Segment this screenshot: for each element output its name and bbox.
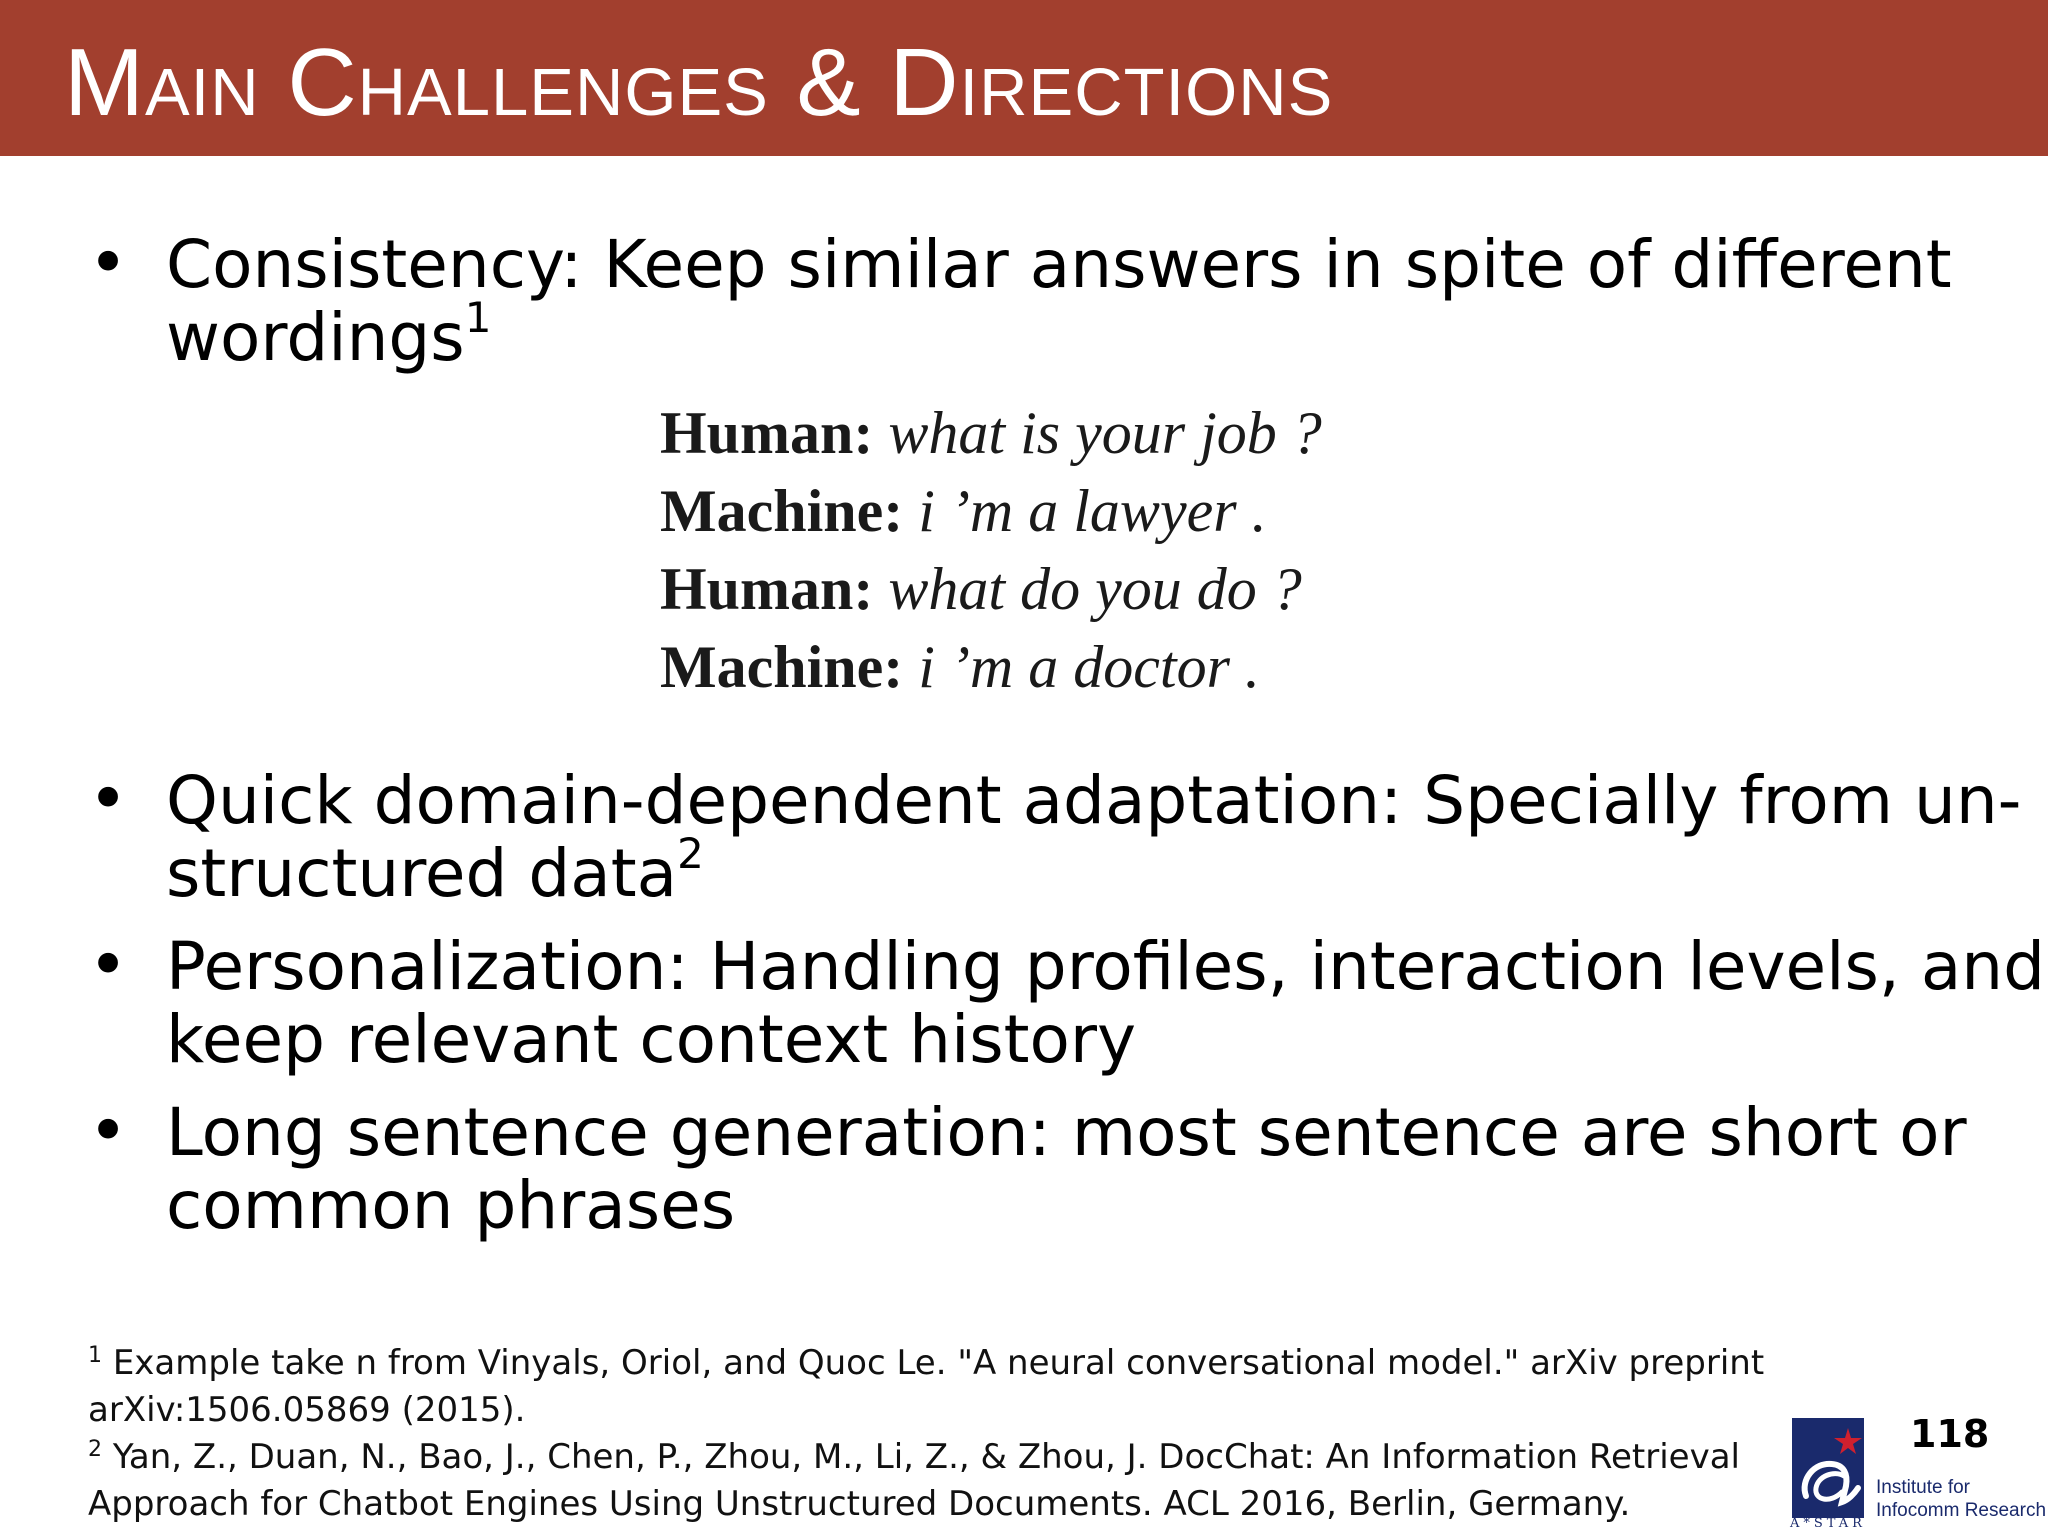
footnote-mark: 1 [88, 1343, 102, 1368]
bullet-marker: • [88, 1092, 129, 1171]
bullet-adaptation [166, 764, 2026, 910]
footnote-2 [88, 1434, 1768, 1528]
speaker-label: Human: [660, 400, 874, 466]
bullet-line: Personalization: Handling profiles, interaction levels, and [166, 928, 2046, 1005]
footnote-line: Approach for Chatbot Engines Using Unstructured Documents. ACL 2016, Berlin, Germany. [88, 1484, 1631, 1524]
dialogue-line [660, 394, 1420, 472]
logo-line: Infocomm Research [1876, 1500, 2047, 1521]
speaker-label: Machine: [660, 634, 904, 700]
utterance: i ’m a doctor . [918, 634, 1260, 700]
slide-title: Main Challenges & Directions [64, 29, 1334, 136]
bullet-line: Long sentence generation: most sentence are short or [166, 1094, 1967, 1171]
bullet-marker: • [88, 224, 129, 303]
dialogue-line [660, 628, 1420, 706]
page-number: 118 [1910, 1412, 1990, 1456]
title-bar [0, 0, 2048, 156]
bullet-line: keep relevant context history [166, 1001, 1137, 1078]
footnote-mark: 2 [88, 1437, 102, 1462]
a-star-logo-icon [1792, 1418, 1864, 1518]
bullet-long-sentence [166, 1096, 2026, 1242]
bullet-line: structured data [166, 835, 678, 912]
logo-subtext: A*STAR [1790, 1516, 1866, 1531]
bullet-marker: • [88, 760, 129, 839]
footnote-line: arXiv:1506.05869 (2015). [88, 1390, 526, 1430]
footnote-line: Yan, Z., Duan, N., Bao, J., Chen, P., Zhou, M., Li, Z., & Zhou, J. DocChat: An Information Retrieval [112, 1437, 1740, 1477]
utterance: what do you do ? [888, 556, 1302, 622]
bullet-line: common phrases [166, 1167, 736, 1244]
dialogue-line [660, 550, 1420, 628]
dialogue-example [660, 394, 1420, 706]
bullet-line: Quick domain-dependent adaptation: Specially from un- [166, 762, 2022, 839]
logo-line: Institute for [1876, 1477, 1970, 1498]
dialogue-line [660, 472, 1420, 550]
utterance: i ’m a lawyer . [918, 478, 1267, 544]
bullet-line: Consistency: Keep similar answers in spite of different [166, 226, 1952, 303]
speaker-label: Machine: [660, 478, 904, 544]
bullet-line: wordings [166, 299, 465, 376]
utterance: what is your job ? [888, 400, 1322, 466]
footnote-line: Example take n from Vinyals, Oriol, and Quoc Le. "A neural conversational model." arXiv preprint [112, 1343, 1765, 1383]
speaker-label: Human: [660, 556, 874, 622]
logo-text [1876, 1476, 2046, 1522]
footnote-ref: 1 [464, 293, 492, 342]
bullet-consistency [166, 228, 2026, 374]
footnote-1 [88, 1340, 1768, 1434]
bullet-personalization [166, 928, 2046, 1078]
footnotes [88, 1340, 1768, 1528]
footnote-ref: 2 [677, 829, 704, 878]
bullet-marker: • [88, 926, 129, 1005]
